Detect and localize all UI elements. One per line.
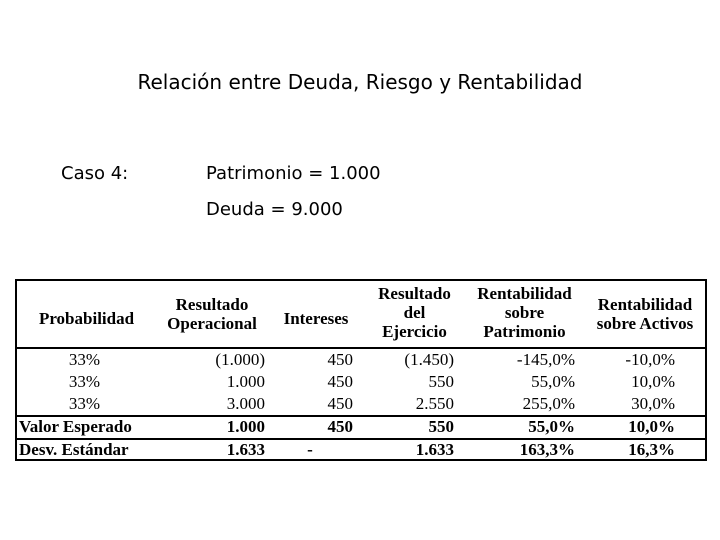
operating-result-cell: 3.000 (226, 394, 265, 413)
risk-return-table (15, 279, 707, 461)
debt-line: Deuda = 9.000 (206, 199, 343, 220)
table-row (17, 349, 705, 371)
header-rentabilidad-activos: Rentabilidad sobre Activos (596, 295, 694, 333)
asset-return-cell: 30,0% (631, 394, 675, 413)
interest-cell: 450 (327, 350, 353, 369)
asset-return-cell: 10,0% (631, 372, 675, 391)
operating-result-cell: 1.000 (226, 372, 265, 391)
net-result-cell: 1.633 (415, 440, 454, 459)
probability-cell: 33% (68, 372, 101, 391)
header-rentabilidad-patrimonio: Rentabilidad sobre Patrimonio (477, 284, 572, 341)
interest-cell: - (307, 440, 313, 459)
probability-cell: 33% (68, 350, 101, 369)
header-resultado-ejercicio: Resultado del Ejercicio (378, 284, 451, 341)
expected-value-label: Valor Esperado (19, 417, 132, 436)
case-label: Caso 4: (61, 163, 129, 184)
net-result-cell: 550 (428, 372, 454, 391)
equity-return-cell: 55,0% (528, 417, 575, 436)
operating-result-cell: (1.000) (215, 350, 265, 369)
asset-return-cell: 10,0% (628, 417, 675, 436)
header-resultado-operacional: Resultado Operacional (167, 295, 257, 333)
std-deviation-label: Desv. Estándar (19, 440, 129, 459)
equity-return-cell: 163,3% (519, 440, 575, 459)
interest-cell: 450 (327, 372, 353, 391)
equity-line: Patrimonio = 1.000 (206, 163, 381, 184)
header-probabilidad: Probabilidad (38, 309, 135, 328)
asset-return-cell: 16,3% (628, 440, 675, 459)
slide-title: Relación entre Deuda, Riesgo y Rentabilidad (137, 70, 583, 94)
interest-cell: 450 (327, 394, 353, 413)
expected-value-row (17, 416, 705, 438)
equity-return-cell: 255,0% (522, 394, 575, 413)
net-result-cell: 2.550 (415, 394, 454, 413)
interest-cell: 450 (327, 417, 353, 436)
header-intereses: Intereses (283, 309, 349, 328)
std-deviation-row (17, 439, 705, 461)
operating-result-cell: 1.000 (226, 417, 265, 436)
asset-return-cell: -10,0% (625, 350, 675, 369)
equity-return-cell: -145,0% (516, 350, 575, 369)
table-row (17, 371, 705, 393)
operating-result-cell: 1.633 (226, 440, 265, 459)
table-row (17, 393, 705, 415)
net-result-cell: (1.450) (404, 350, 454, 369)
equity-return-cell: 55,0% (531, 372, 575, 391)
net-result-cell: 550 (428, 417, 454, 436)
probability-cell: 33% (68, 394, 101, 413)
